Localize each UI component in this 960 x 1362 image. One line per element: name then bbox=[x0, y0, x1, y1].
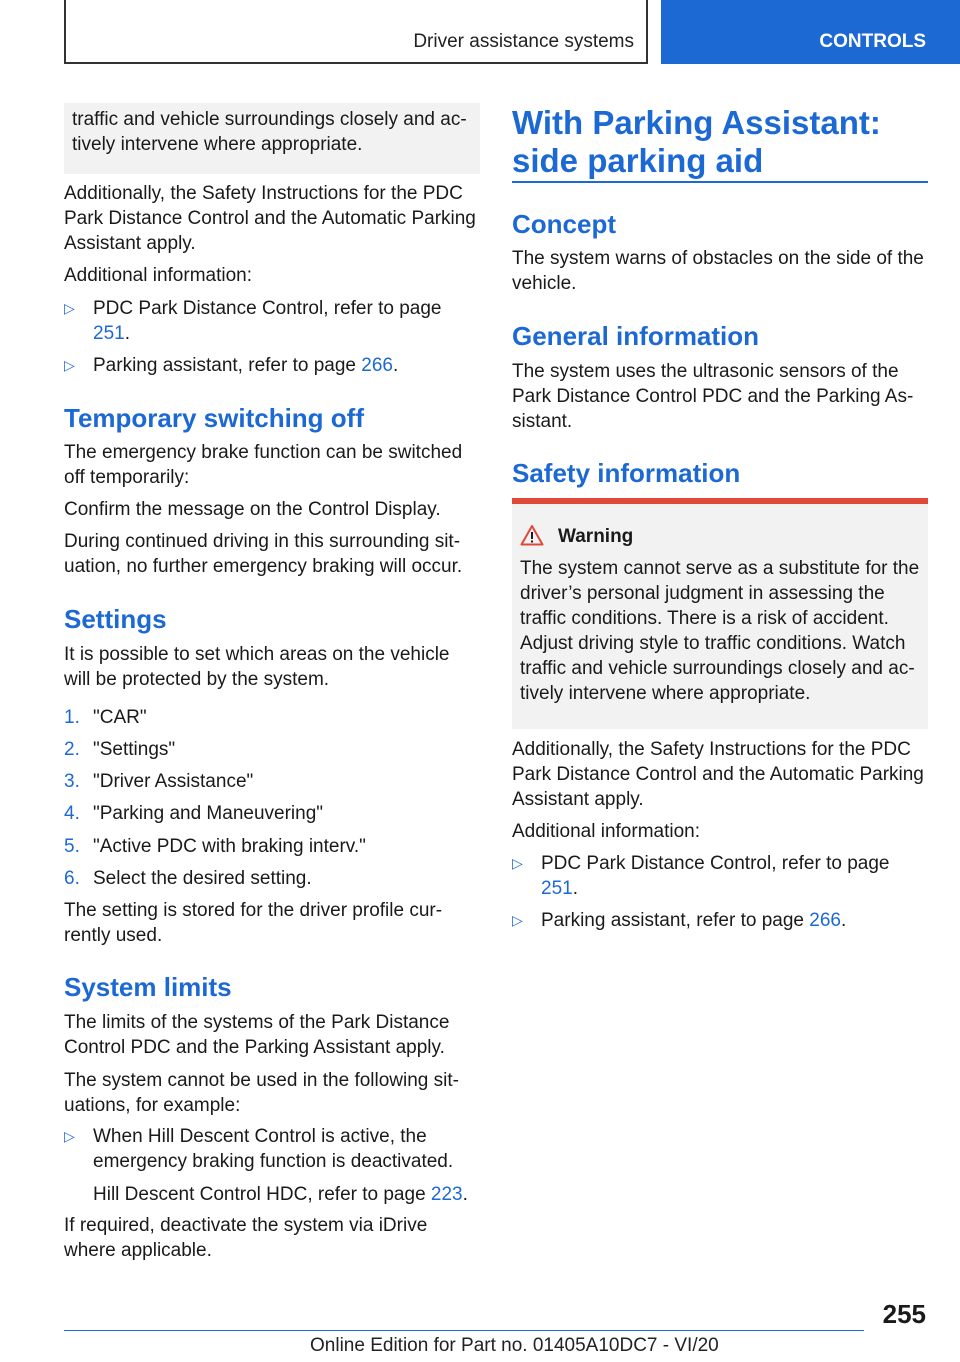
page-link[interactable]: 251 bbox=[541, 878, 573, 899]
step-text: "Driver Assistance" bbox=[93, 771, 254, 792]
triangle-bullet-icon: ▷ bbox=[512, 912, 523, 928]
warning-box bbox=[512, 498, 928, 729]
warning-title: Warning bbox=[558, 526, 634, 547]
heading-system-limits: System limits bbox=[64, 972, 232, 1002]
list-item: ▷ Parking assistant, refer to page 266. bbox=[512, 910, 847, 931]
warning-triangle-icon bbox=[520, 524, 544, 546]
limits-paragraph-3: If required, deactivate the system via iDrive where applicable. bbox=[64, 1215, 428, 1261]
step-number: 3. bbox=[64, 771, 80, 792]
continued-warning-box bbox=[64, 103, 480, 174]
footer-rule bbox=[64, 1330, 864, 1331]
edition-text: Online Edition for Part no. 01405A10DC7 - VI/20 bbox=[310, 1335, 719, 1356]
main-heading: With Parking Assistant: side parking aid bbox=[512, 104, 881, 179]
page-link[interactable]: 251 bbox=[93, 323, 125, 344]
limits-paragraph-1: The limits of the systems of the Park Distance Control PDC and the Parking Assistant apply. bbox=[64, 1012, 450, 1058]
step-number: 1. bbox=[64, 707, 80, 728]
additional-safety-paragraph: Additionally, the Safety Instructions for the PDC Park Distance Control and the Automatic Parking Assistant apply. bbox=[512, 739, 924, 810]
controls-tab-label: CONTROLS bbox=[819, 31, 926, 52]
step-text: "Settings" bbox=[93, 739, 176, 760]
step-item bbox=[64, 801, 480, 826]
box-line-2: tively intervene where appropriate. bbox=[72, 134, 363, 155]
list-item: ▷ When Hill Descent Control is active, the emergency braking function is deactivated. Hill Descent Control HDC, refer to page 223. bbox=[64, 1124, 480, 1209]
step-number: 2. bbox=[64, 739, 80, 760]
additional-info-label: Additional information: bbox=[64, 265, 252, 286]
step-item bbox=[64, 769, 480, 794]
temp-paragraph-2: Confirm the message on the Control Display. bbox=[64, 499, 441, 520]
additional-info-label: Additional information: bbox=[512, 821, 700, 842]
triangle-bullet-icon: ▷ bbox=[64, 1128, 75, 1144]
step-number: 5. bbox=[64, 836, 80, 857]
step-text: "Active PDC with braking interv." bbox=[93, 836, 366, 857]
temp-paragraph-3: During continued driving in this surrounding sit-uation, no further emergency braking will occur. bbox=[64, 531, 463, 577]
step-item bbox=[64, 866, 480, 891]
step-number: 4. bbox=[64, 803, 80, 824]
settings-paragraph: It is possible to set which areas on the vehicle will be protected by the system. bbox=[64, 644, 450, 690]
list-item: ▷ PDC Park Distance Control, refer to page 251. bbox=[512, 853, 890, 899]
step-item bbox=[64, 705, 480, 730]
concept-paragraph: The system warns of obstacles on the side of the vehicle. bbox=[512, 248, 924, 294]
triangle-bullet-icon: ▷ bbox=[64, 300, 75, 316]
bullet-text: Parking assistant, refer to page bbox=[93, 355, 356, 376]
step-number: 6. bbox=[64, 868, 80, 889]
limits-paragraph-2: The system cannot be used in the following sit-uations, for example: bbox=[64, 1070, 459, 1116]
step-item bbox=[64, 737, 480, 762]
list-item: ▷ Parking assistant, refer to page 266. bbox=[64, 355, 399, 376]
header-section bbox=[64, 0, 648, 64]
heading-safety-information: Safety information bbox=[512, 458, 741, 488]
additional-safety-paragraph: Additionally, the Safety Instructions for the PDC Park Distance Control and the Automatic Parking Assistant apply. bbox=[64, 183, 476, 254]
list-item: ▷ PDC Park Distance Control, refer to page 251. bbox=[64, 298, 442, 344]
step-text: "Parking and Maneuvering" bbox=[93, 803, 324, 824]
bullet-text: When Hill Descent Control is active, the emergency braking function is deactivated. bbox=[93, 1126, 454, 1172]
heading-settings: Settings bbox=[64, 604, 167, 634]
warning-bar bbox=[512, 498, 928, 504]
heading-concept: Concept bbox=[512, 209, 616, 239]
reference-text: Hill Descent Control HDC, refer to page bbox=[93, 1184, 426, 1205]
settings-after-paragraph: The setting is stored for the driver profile cur-rently used. bbox=[64, 900, 443, 946]
step-text: "CAR" bbox=[93, 707, 147, 728]
page-link[interactable]: 266 bbox=[809, 910, 841, 931]
bullet-text: PDC Park Distance Control, refer to page bbox=[541, 853, 890, 874]
heading-temporary-switching-off: Temporary switching off bbox=[64, 403, 364, 433]
triangle-bullet-icon: ▷ bbox=[512, 855, 523, 871]
page-link[interactable]: 266 bbox=[361, 355, 393, 376]
general-paragraph: The system uses the ultrasonic sensors of the Park Distance Control PDC and the Parking As-sistant. bbox=[512, 361, 914, 432]
triangle-bullet-icon: ▷ bbox=[64, 357, 75, 373]
warning-text: The system cannot serve as a substitute for the driver’s personal judgment in assessing the traffic conditions. There is a risk of accident. Adjust driving style to traffic conditions. Watch traffic and vehicle surroundings closely and ac-tively intervene where appropriate. bbox=[520, 558, 920, 704]
controls-tab[interactable] bbox=[661, 0, 960, 64]
heading-rule bbox=[512, 181, 928, 183]
step-text: Select the desired setting. bbox=[93, 868, 312, 889]
box-line-1: traffic and vehicle surroundings closely and ac- bbox=[72, 109, 467, 130]
heading-general-information: General information bbox=[512, 321, 760, 351]
page-link[interactable]: 223 bbox=[430, 1184, 463, 1205]
bullet-text: Parking assistant, refer to page bbox=[541, 910, 804, 931]
bullet-text: PDC Park Distance Control, refer to page bbox=[93, 298, 442, 319]
section-title: Driver assistance systems bbox=[413, 31, 634, 52]
page-number: 255 bbox=[882, 1299, 926, 1329]
temp-paragraph-1: The emergency brake function can be switched off temporarily: bbox=[64, 442, 463, 488]
step-item bbox=[64, 834, 480, 859]
